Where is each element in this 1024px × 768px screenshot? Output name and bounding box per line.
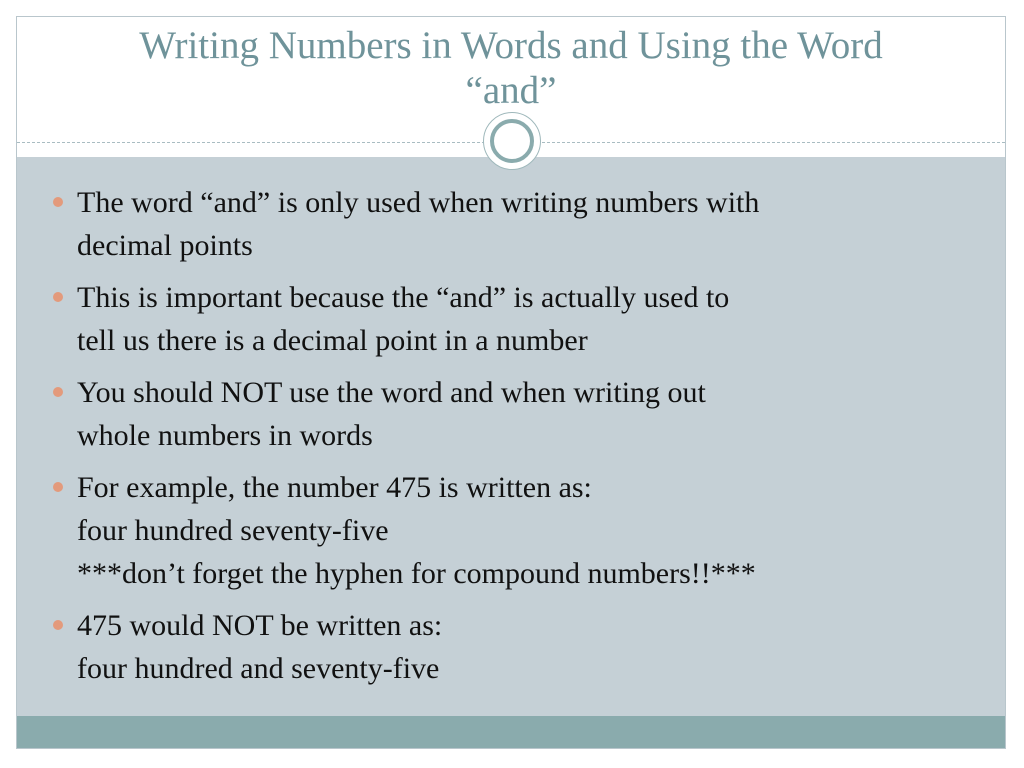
content-panel [17, 157, 1005, 716]
bullet-3-line-1: You should NOT use the word and when writing out [77, 376, 706, 409]
bullet-item-3 [53, 371, 975, 457]
bullet-item-1 [53, 181, 975, 267]
slide-title-line-2: “and” [465, 69, 557, 112]
bullet-2-line-1: This is important because the “and” is actually used to [77, 281, 730, 314]
bullet-4-line-1: For example, the number 475 is written as: [77, 471, 592, 504]
bullet-1-line-2: decimal points [77, 229, 253, 262]
dot-bullet-icon [53, 387, 63, 397]
bullet-1-line-1: The word “and” is only used when writing numbers with [77, 186, 760, 219]
bullet-3-line-2: whole numbers in words [77, 419, 373, 452]
bullet-5-line-1: 475 would NOT be written as: [77, 609, 443, 642]
footer-band [17, 716, 1005, 749]
dot-bullet-icon [53, 620, 63, 630]
bullet-item-4 [53, 466, 975, 595]
slide-title-line-1: Writing Numbers in Words and Using the Word [139, 24, 883, 67]
bullet-2-line-2: tell us there is a decimal point in a number [77, 324, 588, 357]
bullet-item-5 [53, 604, 975, 690]
circle-ring-icon [483, 112, 541, 170]
bullet-4-line-3: ***don’t forget the hyphen for compound numbers!!*** [77, 557, 756, 590]
bullet-item-2 [53, 276, 975, 362]
bullet-list [53, 181, 975, 699]
dot-bullet-icon [53, 197, 63, 207]
dot-bullet-icon [53, 482, 63, 492]
bullet-5-line-2: four hundred and seventy-five [77, 652, 440, 685]
slide [16, 16, 1006, 749]
bullet-4-line-2: four hundred seventy-five [77, 514, 389, 547]
dot-bullet-icon [53, 292, 63, 302]
slide-title [37, 23, 985, 113]
